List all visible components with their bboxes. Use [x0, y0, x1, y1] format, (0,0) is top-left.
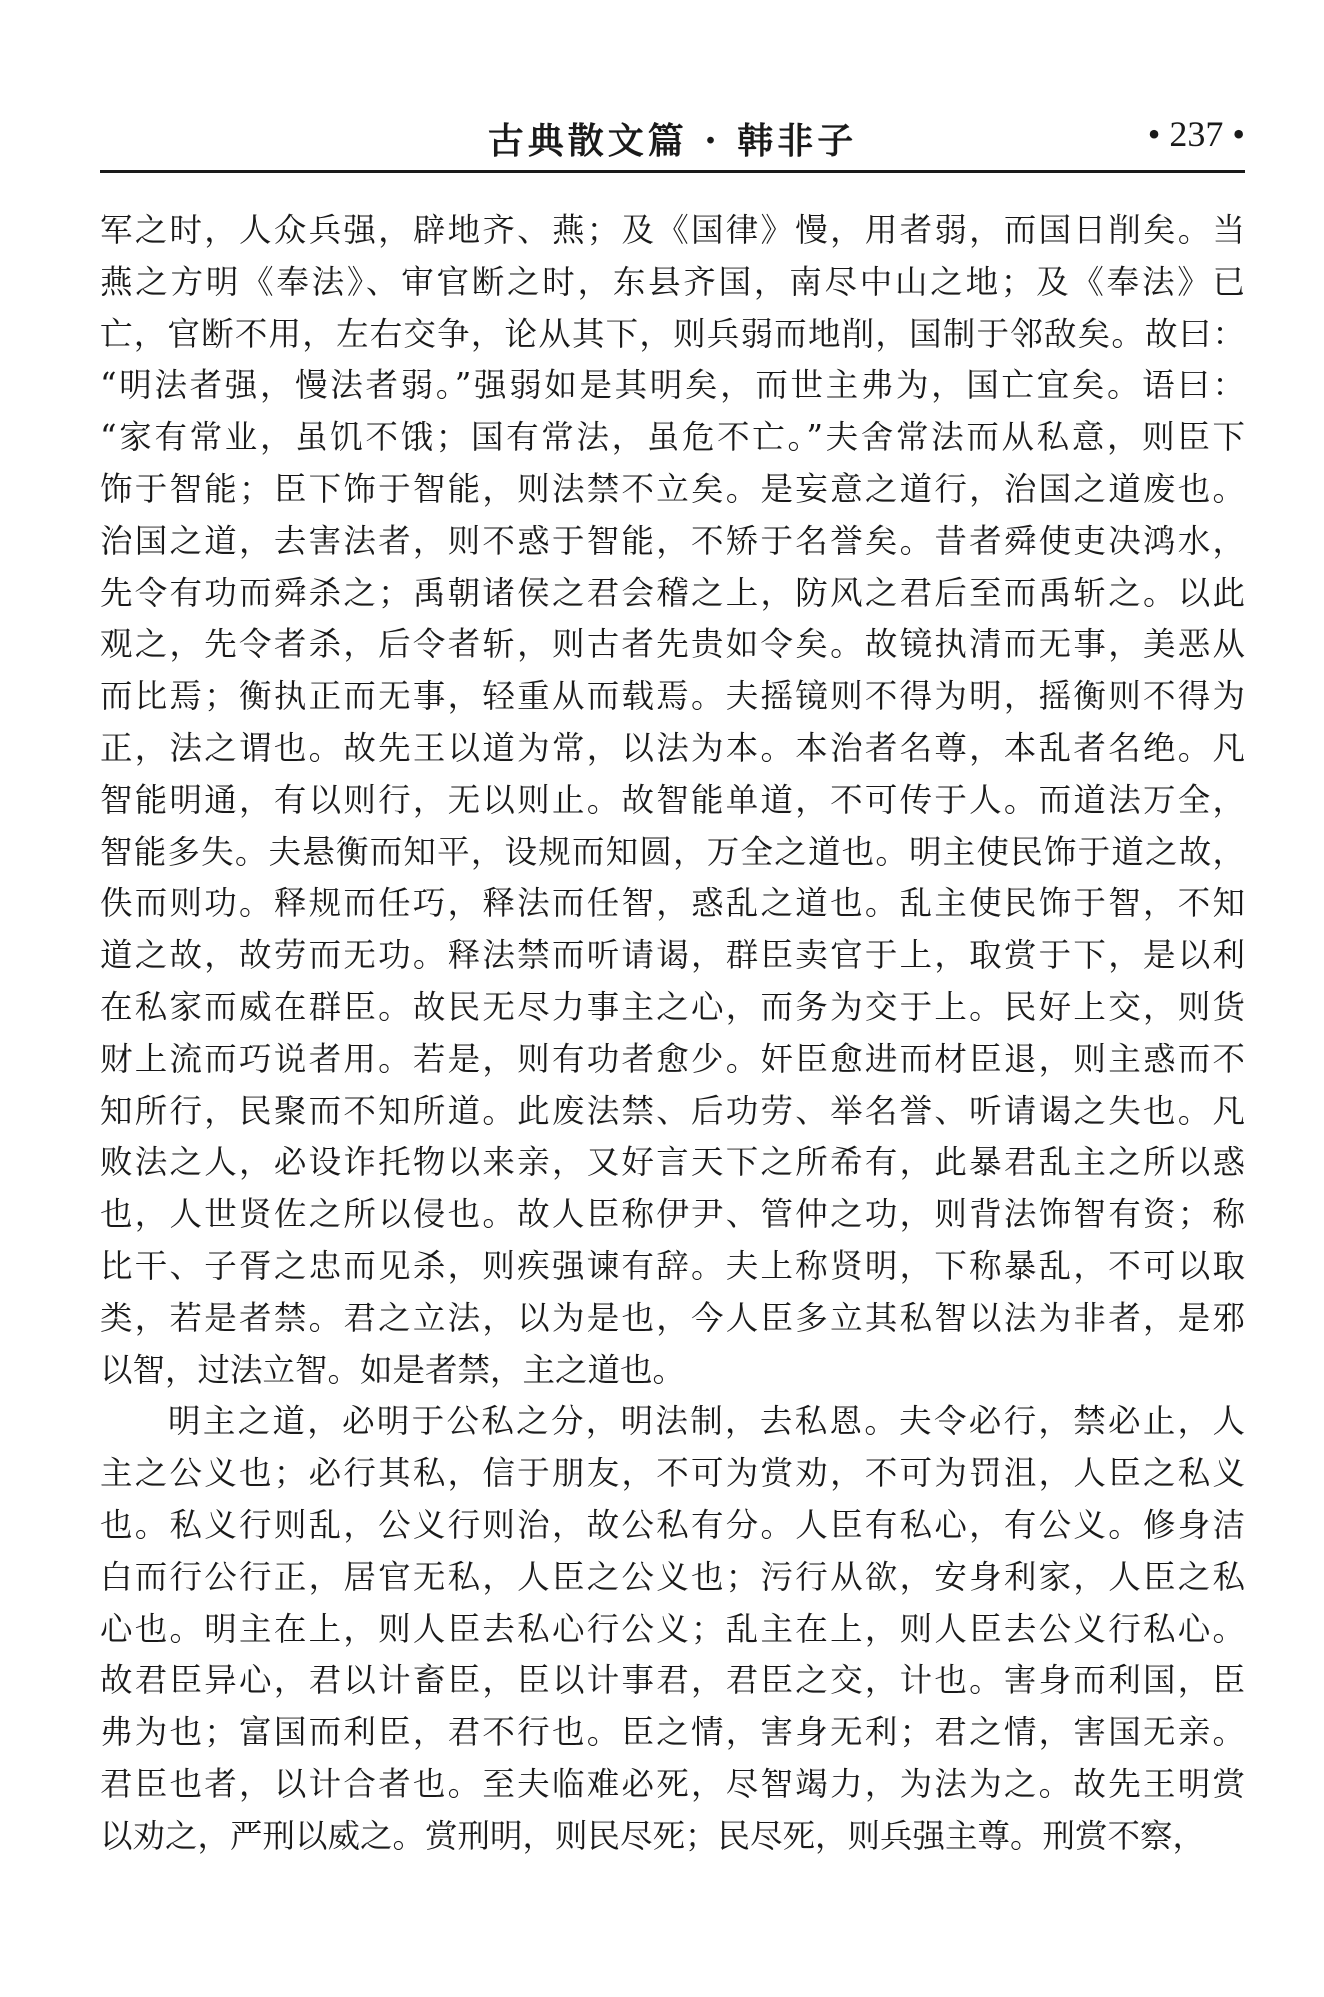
- text-line: 比干、子胥之忠而见杀，则疾强谏有辞。夫上称贤明，下称暴乱，不可以取: [100, 1246, 1245, 1285]
- text-line: 类，若是者禁。君之立法，以为是也，今人臣多立其私智以法为非者，是邪: [100, 1298, 1245, 1337]
- text-line: 知所行，民聚而不知所道。此废法禁、后功劳、举名誉、听请谒之失也。凡: [100, 1091, 1245, 1130]
- text-line: “明法者强，慢法者弱。”强弱如是其明矣，而世主弗为，国亡宜矣。语曰：: [100, 366, 1245, 405]
- text-line: 燕之方明《奉法》、审官断之时，东县齐国，南尽中山之地；及《奉法》已: [100, 262, 1245, 301]
- text-line: 而比焉；衡执正而无事，轻重从而载焉。夫摇镜则不得为明，摇衡则不得为: [100, 677, 1245, 716]
- text-line: 财上流而巧说者用。若是，则有功者愈少。奸臣愈进而材臣退，则主惑而不: [100, 1039, 1245, 1078]
- text-line: 败法之人，必设诈托物以来亲，又好言天下之所希有，此暴君乱主之所以惑: [100, 1143, 1245, 1182]
- text-line: 弗为也；富国而利臣，君不行也。臣之情，害身无利；君之情，害国无亲。: [100, 1713, 1245, 1752]
- text-line: 佚而则功。释规而任巧，释法而任智，惑乱之道也。乱主使民饰于智，不知: [100, 884, 1245, 923]
- page-header: [100, 105, 1245, 165]
- header-rule: [100, 170, 1245, 173]
- text-line: 明主之道，必明于公私之分，明法制，去私恩。夫令必行，禁必止，人: [168, 1402, 1245, 1441]
- text-line: 心也。明主在上，则人臣去私心行公义；乱主在上，则人臣去公义行私心。: [100, 1609, 1245, 1648]
- text-line: 道之故，故劳而无功。释法禁而听请谒，群臣卖官于上，取赏于下，是以利: [100, 936, 1245, 975]
- text-line: 智能明通，有以则行，无以则止。故智能单道，不可传于人。而道法万全，: [100, 780, 1245, 819]
- text-line: 先令有功而舜杀之；禹朝诸侯之君会稽之上，防风之君后至而禹斩之。以此: [100, 573, 1245, 612]
- text-line: 故君臣异心，君以计畜臣，臣以计事君，君臣之交，计也。害身而利国，臣: [100, 1661, 1245, 1700]
- text-line: 以劝之，严刑以威之。赏刑明，则民尽死；民尽死，则兵强主尊。刑赏不察，: [100, 1816, 1206, 1855]
- text-line: “家有常业，虽饥不饿；国有常法，虽危不亡。”夫舍常法而从私意，则臣下: [100, 418, 1245, 457]
- text-line: 饰于智能；臣下饰于智能，则法禁不立矣。是妄意之道行，治国之道废也。: [100, 469, 1245, 508]
- body-text: [100, 205, 1245, 1863]
- page-number: • 237 •: [1147, 114, 1245, 154]
- text-line: 亡，官断不用，左右交争，论从其下，则兵弱而地削，国制于邻敌矣。故曰：: [100, 314, 1245, 353]
- text-line: 智能多失。夫悬衡而知平，设规而知圆，万全之道也。明主使民饰于道之故，: [100, 832, 1245, 871]
- text-line: 治国之道，去害法者，则不惑于智能，不矫于名誉矣。昔者舜使吏决鸿水，: [100, 521, 1245, 560]
- text-line: 在私家而威在群臣。故民无尽力事主之心，而务为交于上。民好上交，则货: [100, 987, 1245, 1026]
- text-line: 也，人世贤佐之所以侵也。故人臣称伊尹、管仲之功，则背法饰智有资；称: [100, 1195, 1245, 1234]
- text-line: 也。私义行则乱，公义行则治，故公私有分。人臣有私心，有公义。修身洁: [100, 1505, 1245, 1544]
- paragraph: [100, 1396, 1245, 1862]
- text-line: 主之公义也；必行其私，信于朋友，不可为赏劝，不可为罚沮，人臣之私义: [100, 1454, 1245, 1493]
- text-line: 以智，过法立智。如是者禁，主之道也。: [100, 1350, 686, 1389]
- text-line: 正，法之谓也。故先王以道为常，以法为本。本治者名尊，本乱者名绝。凡: [100, 728, 1245, 767]
- text-line: 君臣也者，以计合者也。至夫临难必死，尽智竭力，为法为之。故先王明赏: [100, 1764, 1245, 1803]
- paragraph: [100, 205, 1245, 1396]
- running-title: 古典散文篇 · 韩非子: [487, 120, 858, 162]
- text-line: 军之时，人众兵强，辟地齐、燕；及《国律》慢，用者弱，而国日削矣。当: [100, 211, 1245, 249]
- text-line: 白而行公行正，居官无私，人臣之公义也；污行从欲，安身利家，人臣之私: [100, 1557, 1245, 1596]
- text-line: 观之，先令者杀，后令者斩，则古者先贵如令矣。故镜执清而无事，美恶从: [100, 625, 1245, 664]
